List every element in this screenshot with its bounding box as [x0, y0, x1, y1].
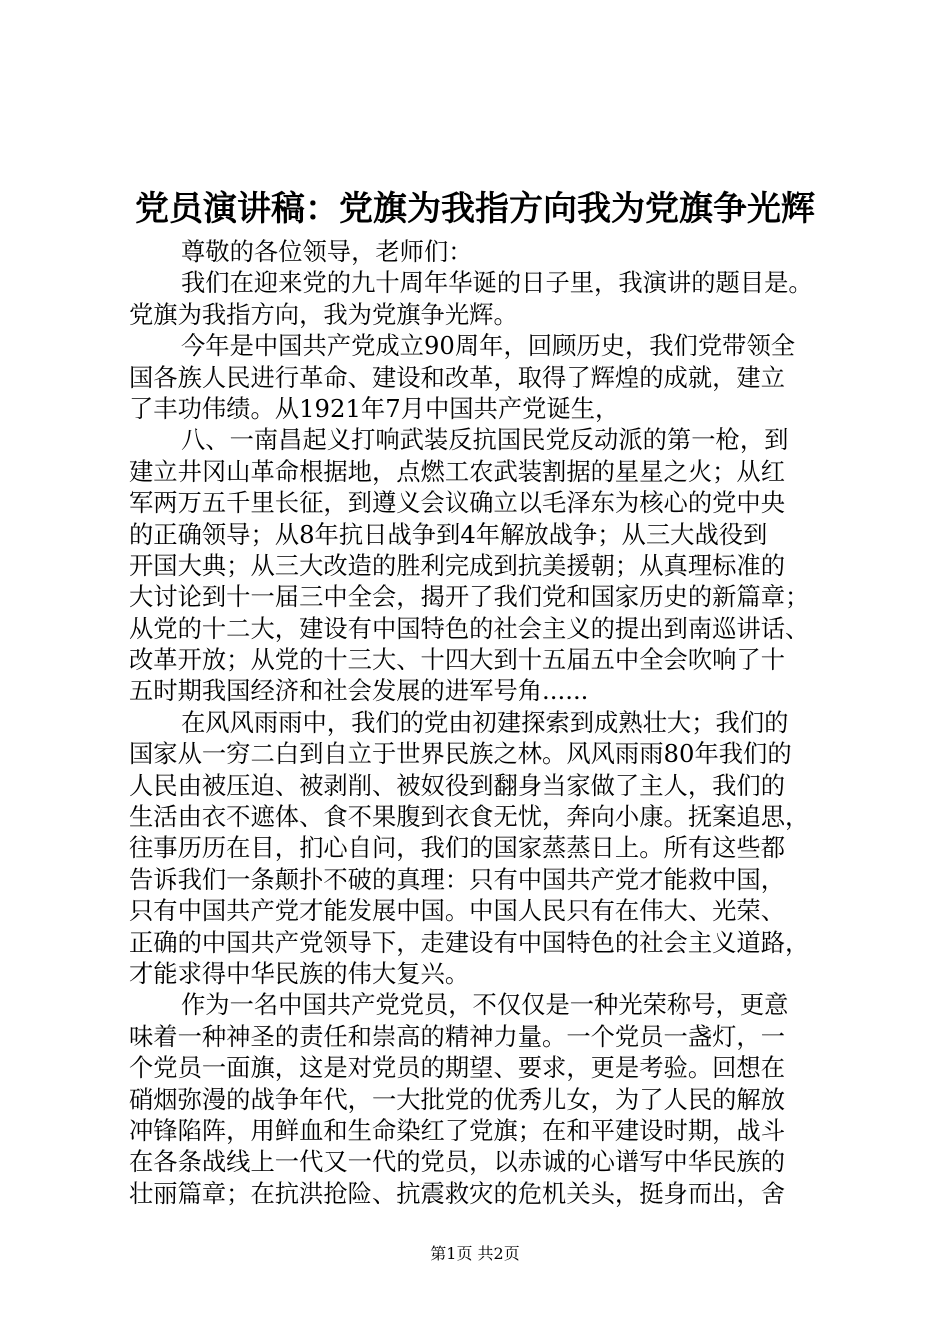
- document-body: [129, 236, 829, 1209]
- body-line: 五时期我国经济和社会发展的进军号角......: [129, 676, 589, 706]
- body-line: 建立井冈山革命根据地，点燃工农武装割据的星星之火；从红: [129, 456, 786, 486]
- document-title: 党员演讲稿：党旗为我指方向我为党旗争光辉: [135, 189, 815, 229]
- body-line: 大讨论到十一届三中全会，揭开了我们党和国家历史的新篇章；: [129, 582, 810, 612]
- body-line: 人民由被压迫、被剥削、被奴役到翻身当家做了主人，我们的: [129, 770, 786, 800]
- body-line: 尊敬的各位领导，老师们：: [181, 237, 473, 266]
- body-line: 味着一种神圣的责任和崇高的精神力量。一个党员一盏灯，一: [129, 1021, 786, 1051]
- body-line: 往事历历在目，扪心自问，我们的国家蒸蒸日上。所有这些都: [129, 833, 786, 863]
- body-line: 在风风雨雨中，我们的党由初建探索到成熟壮大；我们的: [181, 707, 789, 737]
- body-line: 了丰功伟绩。从1921年7月中国共产党诞生，: [129, 393, 620, 423]
- body-line: 只有中国共产党才能发展中国。中国人民只有在伟大、光荣、: [129, 896, 786, 926]
- page-footer: 第1页 共2页: [430, 1244, 520, 1263]
- body-line: 的正确领导；从8年抗日战争到4年解放战争；从三大战役到: [129, 519, 768, 549]
- body-line: 今年是中国共产党成立90周年，回顾历史，我们党带领全: [181, 331, 796, 361]
- body-line: 在各条战线上一代又一代的党员，以赤诚的心谱写中华民族的: [129, 1147, 786, 1177]
- body-line: 作为一名中国共产党党员，不仅仅是一种光荣称号，更意: [181, 990, 789, 1020]
- body-line: 党旗为我指方向，我为党旗争光辉。: [129, 299, 518, 329]
- body-line: 告诉我们一条颠扑不破的真理：只有中国共产党才能救中国，: [129, 864, 786, 894]
- body-line: 个党员一面旗，这是对党员的期望、要求，更是考验。回想在: [129, 1053, 786, 1083]
- body-line: 正确的中国共产党领导下，走建设有中国特色的社会主义道路，: [129, 927, 810, 957]
- body-line: 开国大典；从三大改造的胜利完成到抗美援朝；从真理标准的: [129, 550, 786, 580]
- body-line: 从党的十二大，建设有中国特色的社会主义的提出到南巡讲话、: [129, 613, 810, 643]
- body-line: 硝烟弥漫的战争年代，一大批党的优秀儿女，为了人民的解放: [129, 1084, 786, 1114]
- body-line: 冲锋陷阵，用鲜血和生命染红了党旗；在和平建设时期，战斗: [129, 1115, 786, 1145]
- body-line: 才能求得中华民族的伟大复兴。: [129, 958, 470, 988]
- body-line: 八、一南昌起义打响武装反抗国民党反动派的第一枪，到: [181, 425, 789, 455]
- body-line: 国家从一穷二白到自立于世界民族之林。风风雨雨80年我们的: [129, 739, 792, 769]
- body-line: 改革开放；从党的十三大、十四大到十五届五中全会吹响了十: [129, 645, 786, 675]
- body-line: 国各族人民进行革命、建设和改革，取得了辉煌的成就，建立: [129, 362, 786, 392]
- body-line: 军两万五千里长征，到遵义会议确立以毛泽东为核心的党中央: [129, 488, 786, 518]
- body-line: 壮丽篇章；在抗洪抢险、抗震救灾的危机关头，挺身而出，舍: [129, 1178, 786, 1208]
- body-line: 生活由衣不遮体、食不果腹到衣食无忧，奔向小康。抚案追思，: [129, 802, 810, 832]
- body-line: 我们在迎来党的九十周年华诞的日子里，我演讲的题目是。: [181, 268, 813, 298]
